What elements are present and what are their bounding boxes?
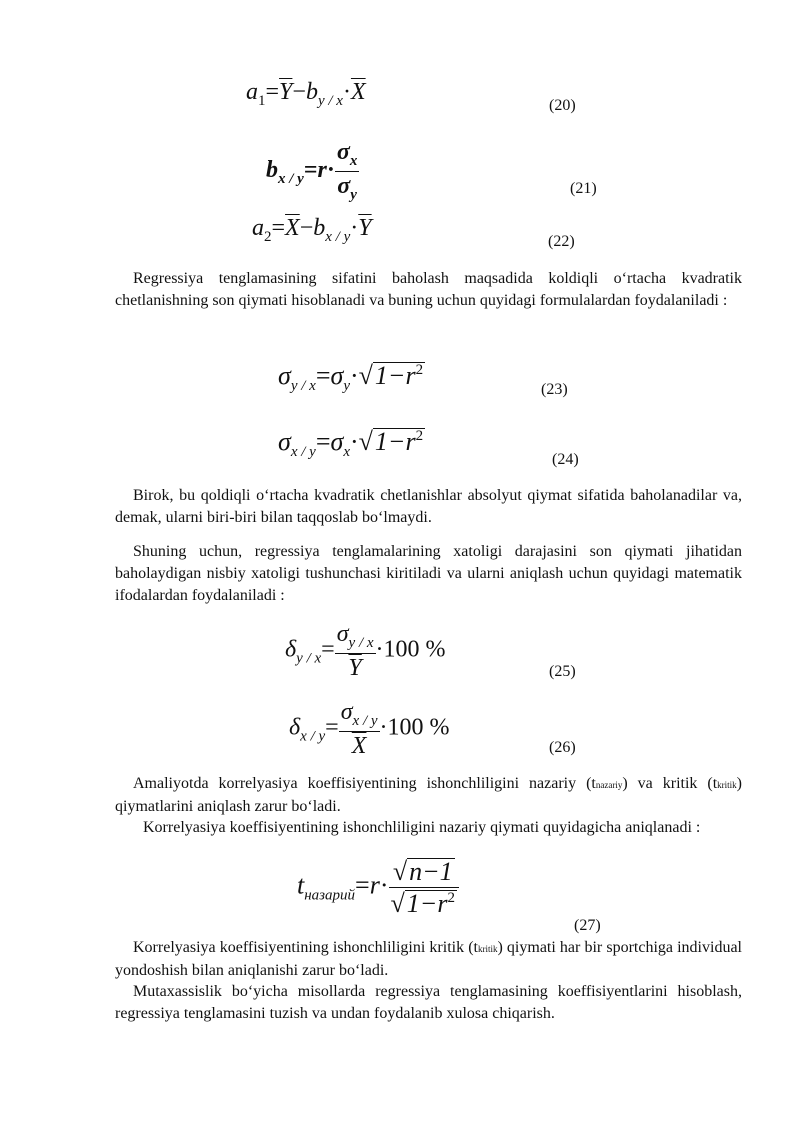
equation-22: $a_2=\overline{X}-b_{x / y}\cdot\overline{Y}$: [252, 215, 372, 245]
paragraph: Amaliyotda korrelyasiya koeffisiyentining ishonchliligini nazariy (tnazariy) va kritik (tkritik) qiymatlarini aniqlash zarur bo‘ladi.: [115, 775, 742, 815]
equation-number: (20): [549, 97, 576, 114]
equation-number: (25): [549, 663, 576, 680]
equation-number: (26): [549, 739, 576, 756]
equation-number: (21): [570, 180, 597, 197]
equation-number: (22): [548, 233, 575, 250]
paragraph: Shuning uchun, regressiya tenglamalarining xatoligi darajasini son qiymati jihatidan baholaydigan nisbiy xatoligi tushunchasi kiritiladi va ularni aniqlash uchun quyidagi matematik ifodalardan foydalaniladi :: [115, 543, 742, 604]
equation-23: $\sigma_{y / x}=\sigma_y\cdot√1-r^2$: [278, 361, 424, 394]
paragraph: Mutaxassislik bo‘yicha misollarda regressiya tenglamasining koeffisiyentlarini hisoblash, regressiya tenglamasini tuzish va undan foydalanib xulosa chiqarish.: [115, 983, 742, 1022]
equation-number: (27): [574, 917, 601, 934]
equation-24: $\sigma_{x / y}=\sigma_x\cdot√1-r^2$: [278, 427, 424, 460]
equation-25: $\delta_{y / x}=$ $\frac{\sigma_{y / x}}{Y}$ ·100 %: [285, 621, 446, 681]
equation-number: (24): [552, 451, 579, 468]
fraction: $\frac{\sigma_{y / x}}{Y}$: [336, 621, 374, 681]
paragraph: Korrelyasiya koeffisiyentining ishonchliligini kritik (tkritik) qiymati har bir sportchiga individual yondoshish bilan aniqlanishi zarur bo‘ladi.: [115, 939, 742, 979]
fraction: $\frac{\sigma_x}{\sigma_y}$: [336, 139, 358, 203]
equation-27: $t_{назарий}=r\cdot$ $\frac{√n-1}{√1-r^2}$: [297, 858, 459, 917]
equation-21: $b_{x / y}=r\cdot$ $\frac{\sigma_x}{\sigma_y}$: [266, 139, 358, 203]
paragraph: Birok, bu qoldiqli o‘rtacha kvadratik chetlanishlar absolyut qiymat sifatida baholanadilar va, demak, ularni biri-biri bilan taqqoslab bo‘lmaydi.: [115, 487, 742, 526]
equation-number: (23): [541, 381, 568, 398]
fraction: $\frac{\sigma_{x / y}}{X}$: [340, 699, 378, 759]
paragraph: Regressiya tenglamasining sifatini baholash maqsadida koldiqli o‘rtacha kvadratik chetlanishning son qiymati hisoblanadi va buning uchun quyidagi formulalardan foydalaniladi :: [115, 270, 742, 309]
equation-20: $a_1=\overline{Y}-b_{y / x}\cdot\overline{X}$: [246, 79, 366, 109]
equation-26: $\delta_{x / y}=$ $\frac{\sigma_{x / y}}{X}$ ·100 %: [289, 699, 450, 759]
paragraph: Korrelyasiya koeffisiyentining ishonchliligini nazariy qiymati quyidagicha aniqlanadi :: [143, 819, 701, 836]
fraction: $\frac{√n-1}{√1-r^2}$: [389, 858, 459, 917]
